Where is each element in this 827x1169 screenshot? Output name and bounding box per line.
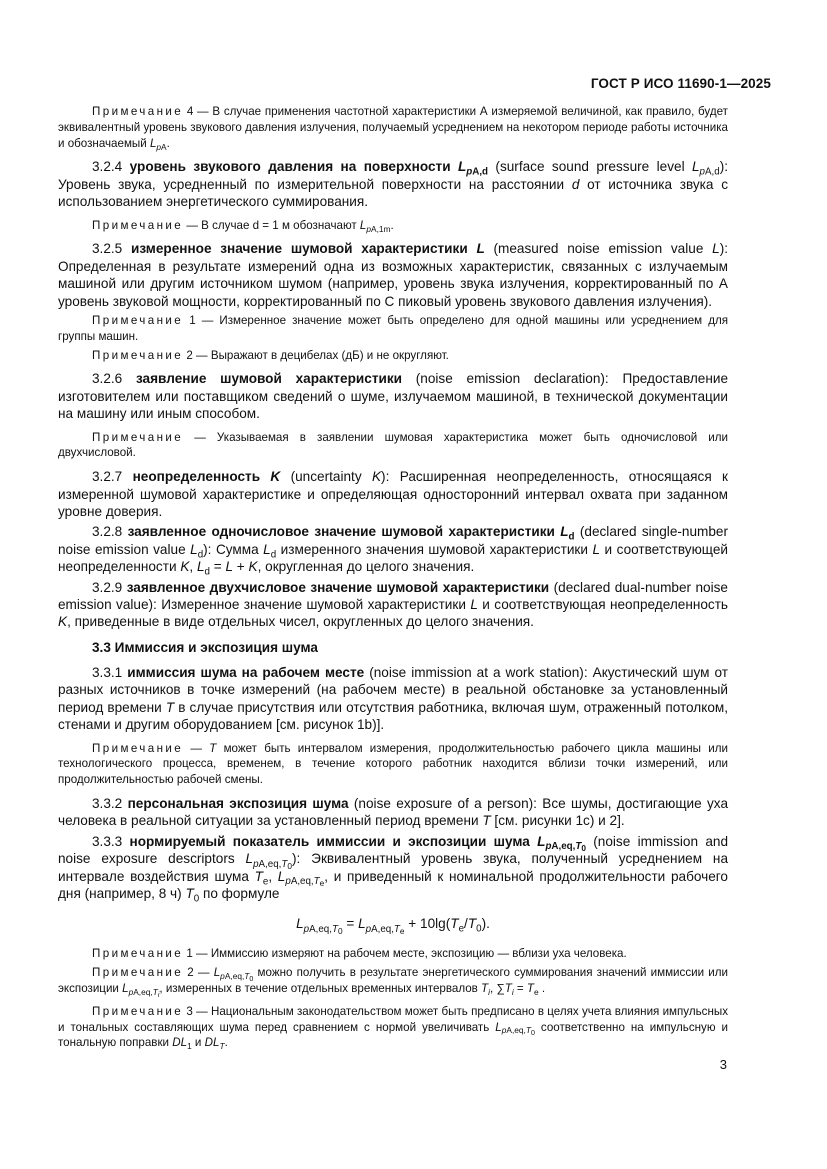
note-d1m: Примечание — В случае d = 1 м обозначают $L_{pA,1m}$. [92, 218, 394, 234]
section-heading-3-3: 3.3 Иммиссия и экспозиция шума [92, 639, 318, 655]
term-3-2-4: 3.2.4 уровень звукового давления на поверхности $L_{pA,d}$ (surface sound pressure level $L_{pA,d}$): Уровень звука, усредненный по измерительной поверхности на расстоянии d от источника звука с использованием энергетического суммирования. [58, 159, 728, 210]
term-3-2-9: 3.2.9 заявленное двухчисловое значение шумовой характеристики (declared dual-number noise emission value): Измеренное значение шумовой характеристики L и соответствующая неопределенность K, приведенные в виде отдельных чисел, округленных до целого значения. [58, 579, 728, 630]
note-4: Примечание 4 — В случае применения частотной характеристики А измеряемой величиной, как правило, будет эквивалентный уровень звукового давления излучения, получаемый усреднением на некотором периоде работы источника и обозначаемый $L_{pA}$. [58, 105, 728, 152]
term-3-2-6: 3.2.6 заявление шумовой характеристики (noise emission declaration): Предоставление изготовителем или поставщиком сведений о шуме, излучаемом машиной, в технической документации на машину или иным способом. [58, 371, 729, 422]
term-3-3-3: 3.3.3 нормируемый показатель иммиссии и экспозиции шума $L_{pA,eq,T_0}$ (noise immission and noise exposure descriptors $L_{pA,eq,T_0}$): Эквивалентный уровень звука, полученный усреднением на интервале воздействия шума $T_e$, $L_{pA,eq,T_e}$, и приведенный к номинальной продолжительности рабочего дня (например, 8 ч) $T_0$ по формуле [58, 833, 728, 905]
term-3-2-7: 3.2.7 неопределенность K (uncertainty K): Расширенная неопределенность, относящаяся к измеренной шумовой характеристике и определяющая односторонний интервал охвата при заданном уровне доверия. [58, 469, 728, 520]
note-mv-2: Примечание 2 — Выражают в децибелах (дБ) и не округляют. [92, 348, 449, 362]
term-3-2-8: 3.2.8 заявленное одночисловое значение шумовой характеристики $L_d$ (declared single-number noise emission value $L_d$): Сумма $L_d$ измеренного значения шумовой характеристики L и соответствующей неопределенности K, $L_d = L + K$, округленная до целого значения. [58, 524, 729, 578]
formula: $L_{pA,eq,T_0} = L_{pA,eq,T_e} + 10\lg(T_e/T_0)$. [296, 916, 490, 936]
term-3-2-5: 3.2.5 измеренное значение шумовой характеристики L (measured noise emission value L): Определенная в результате измерений одна из возможных характеристик, связанных с излучаемым машиной или другим источником шумом (например, уровень звука излучения, корректированный по А уровень звуковой мощности, корректированный по С пиковый уровень звукового давления излучения). [58, 241, 729, 309]
note-e-3: Примечание 3 — Национальным законодательством может быть предписано в целях учета влияния импульсных и тональных составляющих шума перед сравнением с нормой увеличивать $L_{pA,eq,T_0}$ соответственно на импульсную и тональную поправки $DL_1$ и $DL_T$. [58, 1004, 728, 1052]
term-3-3-1: 3.3.1 иммиссия шума на рабочем месте (noise immission at a work station): Акустический шум от разных источников в точке измерений (на рабочем месте) в реальной обстановке за установленный период времени T в случае присутствия или отсутствия работника, включая шум, отраженный потолком, стенами и другим оборудованием [см. рисунок 1b)]. [58, 664, 729, 733]
note-mv-1: Примечание 1 — Измеренное значение может быть определено для одной машины или усреднением для группы машин. [58, 314, 728, 343]
page-header-standard-id: ГОСТ Р ИСО 11690-1—2025 [590, 76, 771, 91]
note-label: Примечание [92, 105, 184, 118]
note-declaration: Примечание — Указываемая в заявлении шумовая характеристика может быть одночисловой или двухчисловой. [58, 430, 728, 460]
page-number: 3 [719, 1057, 727, 1072]
note-e-2: Примечание 2 — $L_{pA,eq,T_0}$ можно получить в результате энергетического суммирования значений иммиссии или экспозиции $L_{pA,eq,T_i}$, измеренных в течение отдельных временных интервалов $T_i$, $\sum T_i = T_e$ . [58, 966, 728, 999]
page-content [58, 104, 728, 1058]
note-t: Примечание — T может быть интервалом измерения, продолжительностью рабочего цикла машины или технологического процесса, временем, в течение которого работник находится вблизи точки измерений, или продолжительностью рабочей смены. [58, 741, 728, 787]
note-e-1: Примечание 1 — Иммиссию измеряют на рабочем месте, экспозицию — вблизи уха человека. [92, 947, 627, 961]
term-3-3-2: 3.3.2 персональная экспозиция шума (noise exposure of a person): Все шумы, достигающие уха человека в реальной ситуации за установленный период времени T [см. рисунки 1с) и 2]. [58, 795, 729, 829]
